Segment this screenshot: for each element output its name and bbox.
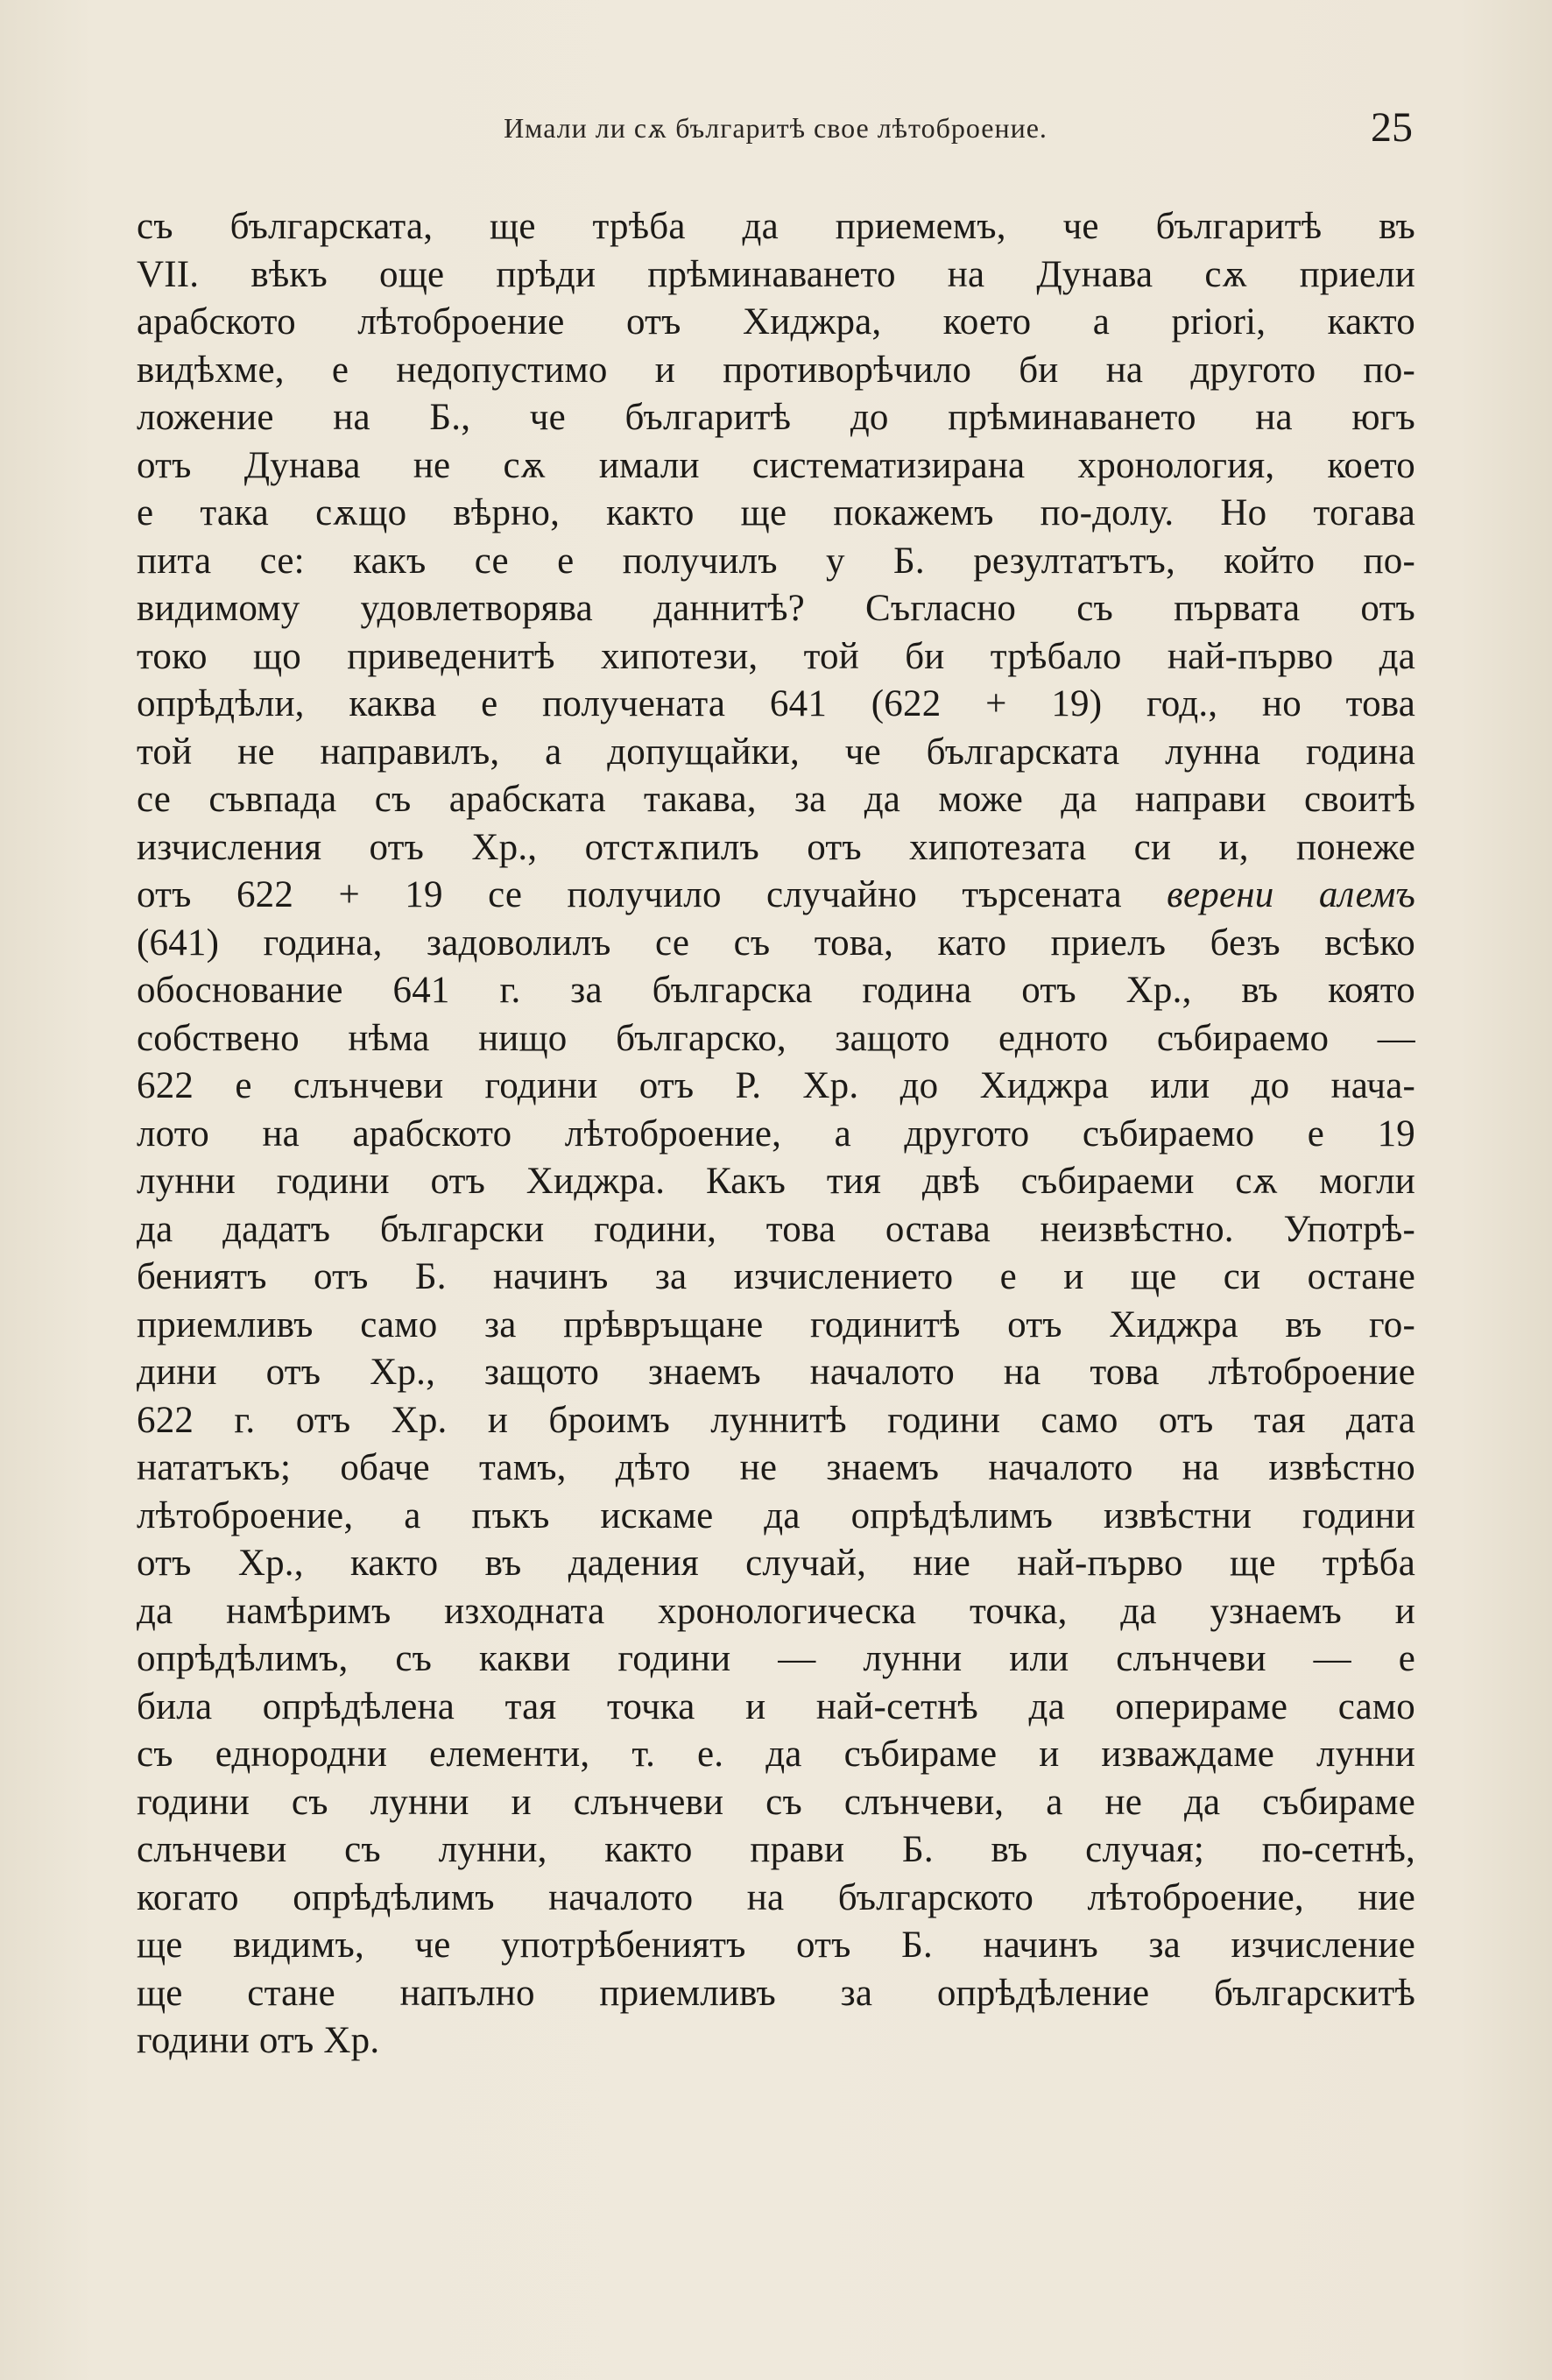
text-line: VII. вѣкъ още прѣди прѣминаването на Дунава сѫ приели bbox=[137, 253, 1415, 295]
text-line: отъ Хр., както въ дадения случай, ние най-първо ще трѣба bbox=[137, 1543, 1415, 1584]
text-line: ще стане напълно приемливъ за опрѣдѣление българскитѣ bbox=[137, 1972, 1415, 2014]
text-line: слънчеви съ лунни, както прави Б. въ случая; по-сетнѣ, bbox=[137, 1829, 1415, 1870]
text-line: опрѣдѣлимъ, съ какви години — лунни или слънчеви — е bbox=[137, 1638, 1415, 1679]
text-line: опрѣдѣли, каква е получената 641 (622 + 19) год., но това bbox=[137, 683, 1415, 724]
page-header bbox=[138, 103, 1413, 156]
text-line: лото на арабското лѣтоброение, а другото събираемо е 19 bbox=[137, 1112, 1415, 1155]
text-line: ще видимъ, че употрѣбениятъ отъ Б. начинъ за изчисление bbox=[137, 1924, 1415, 1966]
text-line: бениятъ отъ Б. начинъ за изчислението е и ще си остане bbox=[137, 1256, 1415, 1297]
text-line: приемливъ само за прѣвръщане годинитѣ отъ Хиджра въ го- bbox=[137, 1303, 1415, 1345]
text-line: видимому удовлетворява даннитѣ? Съгласно съ първата отъ bbox=[137, 588, 1415, 629]
body-paragraph bbox=[137, 203, 1415, 2066]
text-line: лѣтоброение, а пъкъ искаме да опрѣдѣлимъ извѣстни години bbox=[137, 1494, 1415, 1536]
text-line: да намѣримъ изходната хронологическа точка, да узнаемъ и bbox=[137, 1590, 1415, 1632]
page-number: 25 bbox=[1371, 104, 1413, 151]
text-line: видѣхме, е недопустимо и противорѣчило би на другото по- bbox=[137, 349, 1415, 391]
text-line: нататъкъ; обаче тамъ, дѣто не знаемъ началото на извѣстно bbox=[137, 1447, 1415, 1488]
text-line: била опрѣдѣлена тая точка и най-сетнѣ да оперираме само bbox=[137, 1685, 1415, 1727]
text-line: години съ лунни и слънчеви съ слънчеви, а не да събираме bbox=[137, 1781, 1415, 1823]
text-line: отъ Дунава не сѫ имали систематизирана хронология, което bbox=[137, 444, 1415, 486]
text-line-segment: отъ 622 + 19 се получило случайно търсената bbox=[137, 874, 1122, 915]
text-line: 622 г. отъ Хр. и броимъ луннитѣ години само отъ тая дата bbox=[137, 1399, 1415, 1441]
text-line: изчисления отъ Хр., отстѫпилъ отъ хипотезата си и, понеже bbox=[137, 826, 1415, 868]
text-line: собствено нѣма нищо българско, защото едното събираемо — bbox=[137, 1017, 1415, 1059]
text-line: дини отъ Хр., защото знаемъ началото на това лѣтоброение bbox=[137, 1352, 1415, 1393]
text-line: ложение на Б., че българитѣ до прѣминаването на югъ bbox=[137, 397, 1415, 438]
text-line: пита се: какъ се е получилъ у Б. резултатътъ, който по- bbox=[137, 540, 1415, 582]
text-line: съ българската, ще трѣба да приемемъ, че българитѣ въ bbox=[137, 206, 1415, 247]
text-line: лунни години отъ Хиджра. Какъ тия двѣ събираеми сѫ могли bbox=[137, 1161, 1415, 1202]
text-line-with-italic bbox=[137, 872, 1415, 920]
italic-phrase: верени алемъ bbox=[1167, 874, 1415, 915]
text-line: съ еднородни елементи, т. е. да събираме и изваждаме лунни bbox=[137, 1734, 1415, 1775]
text-line: 622 е слънчеви години отъ Р. Хр. до Хиджра или до нача- bbox=[137, 1065, 1415, 1106]
running-head: Имали ли сѫ българитѣ свое лѣтоброение. bbox=[504, 112, 1048, 144]
text-line: е така сѫщо вѣрно, както ще покажемъ по-долу. Но тогава bbox=[137, 492, 1415, 533]
text-line: когато опрѣдѣлимъ началото на българското лѣтоброение, ние bbox=[137, 1876, 1415, 1918]
text-line: токо що приведенитѣ хипотези, той би трѣбало най-първо да bbox=[137, 635, 1415, 677]
text-line: да дадатъ български години, това остава неизвѣстно. Употрѣ- bbox=[137, 1208, 1415, 1250]
text-line: се съвпада съ арабската такава, за да може да направи своитѣ bbox=[137, 779, 1415, 820]
text-line: той не направилъ, а допущайки, че българската лунна година bbox=[137, 731, 1415, 773]
text-line: (641) година, задоволилъ се съ това, като приелъ безъ всѣко bbox=[137, 922, 1415, 964]
text-line-last: години отъ Хр. bbox=[137, 2020, 380, 2061]
text-line: обоснование 641 г. за българска година отъ Хр., въ която bbox=[137, 970, 1415, 1011]
text-line: арабското лѣтоброение отъ Хиджра, което a priori, както bbox=[137, 301, 1415, 343]
